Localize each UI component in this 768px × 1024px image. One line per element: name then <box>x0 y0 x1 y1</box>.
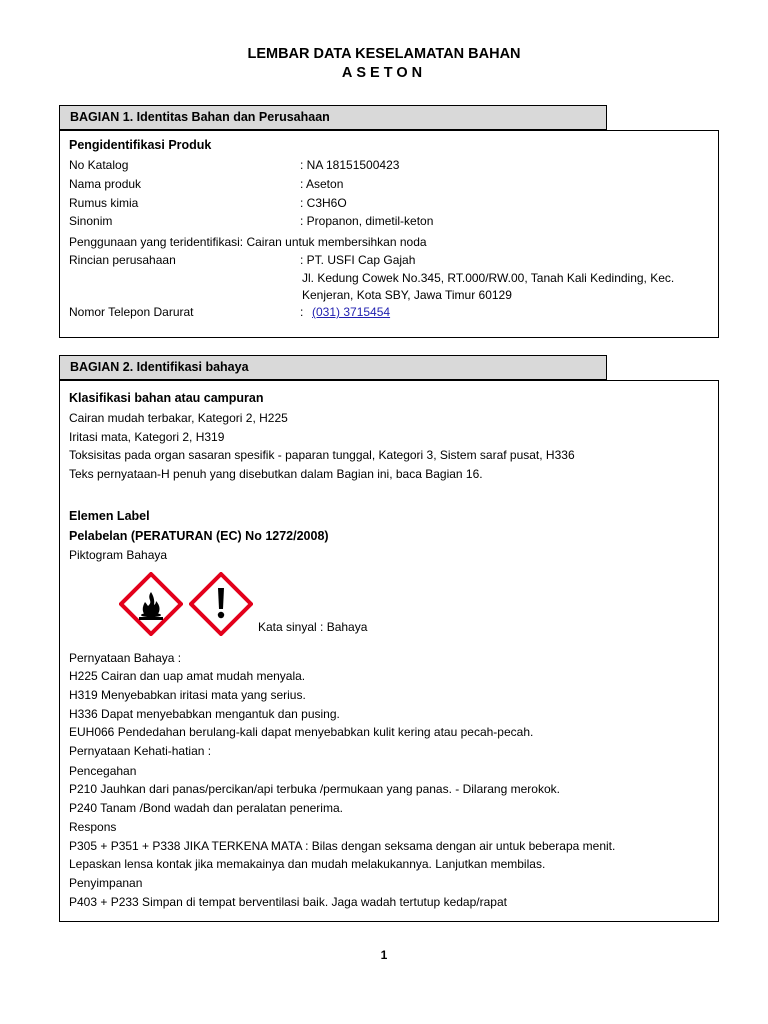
company-address-line-1: Jl. Kedung Cowek No.345, RT.000/RW.00, Tanah Kali Kedinding, Kec. <box>302 271 675 285</box>
product-name-label: Nama produk <box>69 177 142 191</box>
response-statement: P305 + P351 + P338 JIKA TERKENA MATA : Bilas dengan seksama dengan air untuk beberapa menit. <box>69 839 616 853</box>
hazard-statement: H225 Cairan dan uap amat mudah menyala. <box>69 669 306 683</box>
regulation-title: Pelabelan (PERATURAN (EC) No 1272/2008) <box>69 529 329 543</box>
hazard-statement: H336 Dapat menyebabkan mengantuk dan pusing. <box>69 707 340 721</box>
formula-label: Rumus kimia <box>69 196 139 210</box>
classification-line: Toksisitas pada organ sasaran spesifik - paparan tunggal, Kategori 3, Sistem saraf pusat, H336 <box>69 448 575 462</box>
hazard-statements-title: Pernyataan Bahaya : <box>69 651 182 665</box>
prevention-statement: P210 Jauhkan dari panas/percikan/api terbuka /permukaan yang panas. - Dilarang merokok. <box>69 782 560 796</box>
company-label: Rincian perusahaan <box>69 253 176 267</box>
flame-icon <box>119 572 183 636</box>
classification-line: Iritasi mata, Kategori 2, H319 <box>69 430 225 444</box>
document-subtitle: ASETON <box>341 65 427 81</box>
pictogram-title: Piktogram Bahaya <box>69 548 168 562</box>
label-elements-title: Elemen Label <box>69 509 150 523</box>
document-title: LEMBAR DATA KESELAMATAN BAHAN <box>247 46 521 62</box>
prevention-title: Pencegahan <box>69 764 137 778</box>
synonym-value: : Propanon, dimetil-keton <box>300 214 434 228</box>
storage-statement: P403 + P233 Simpan di tempat berventilasi baik. Jaga wadah tertutup kedap/rapat <box>69 895 507 909</box>
formula-value: : C3H6O <box>300 196 347 210</box>
prevention-statement: P240 Tanam /Bond wadah dan peralatan penerima. <box>69 801 343 815</box>
emergency-phone-colon: : <box>300 305 304 319</box>
hazard-statement: H319 Menyebabkan iritasi mata yang serius. <box>69 688 306 702</box>
company-address-line-2: Kenjeran, Kota SBY, Jawa Timur 60129 <box>302 288 512 302</box>
exclamation-mark-icon <box>189 572 253 636</box>
product-name-value: : Aseton <box>300 177 344 191</box>
hazard-statement: EUH066 Pendedahan berulang-kali dapat menyebabkan kulit kering atau pecah-pecah. <box>69 725 534 739</box>
response-title: Respons <box>69 820 117 834</box>
page-number: 1 <box>380 948 388 962</box>
emergency-phone-label: Nomor Telepon Darurat <box>69 305 194 319</box>
product-identifier-title: Pengidentifikasi Produk <box>69 138 212 152</box>
section-1-heading: BAGIAN 1. Identitas Bahan dan Perusahaan <box>59 105 607 130</box>
emergency-phone-link[interactable]: (031) 3715454 <box>312 305 391 319</box>
response-statement: Lepaskan lensa kontak jika memakainya dan mudah melakukannya. Lanjutkan membilas. <box>69 857 546 871</box>
precautionary-statements-title: Pernyataan Kehati-hatian : <box>69 744 212 758</box>
classification-line: Teks pernyataan-H penuh yang disebutkan dalam Bagian ini, baca Bagian 16. <box>69 467 483 481</box>
catalog-value: : NA 18151500423 <box>300 158 400 172</box>
section-2-heading: BAGIAN 2. Identifikasi bahaya <box>59 355 607 380</box>
storage-title: Penyimpanan <box>69 876 143 890</box>
company-name: : PT. USFI Cap Gajah <box>300 253 416 267</box>
classification-line: Cairan mudah terbakar, Kategori 2, H225 <box>69 411 288 425</box>
identified-usage: Penggunaan yang teridentifikasi: Cairan untuk membersihkan noda <box>69 235 427 249</box>
classification-title: Klasifikasi bahan atau campuran <box>69 391 264 405</box>
synonym-label: Sinonim <box>69 214 113 228</box>
signal-word: Kata sinyal : Bahaya <box>258 620 368 634</box>
catalog-label: No Katalog <box>69 158 129 172</box>
